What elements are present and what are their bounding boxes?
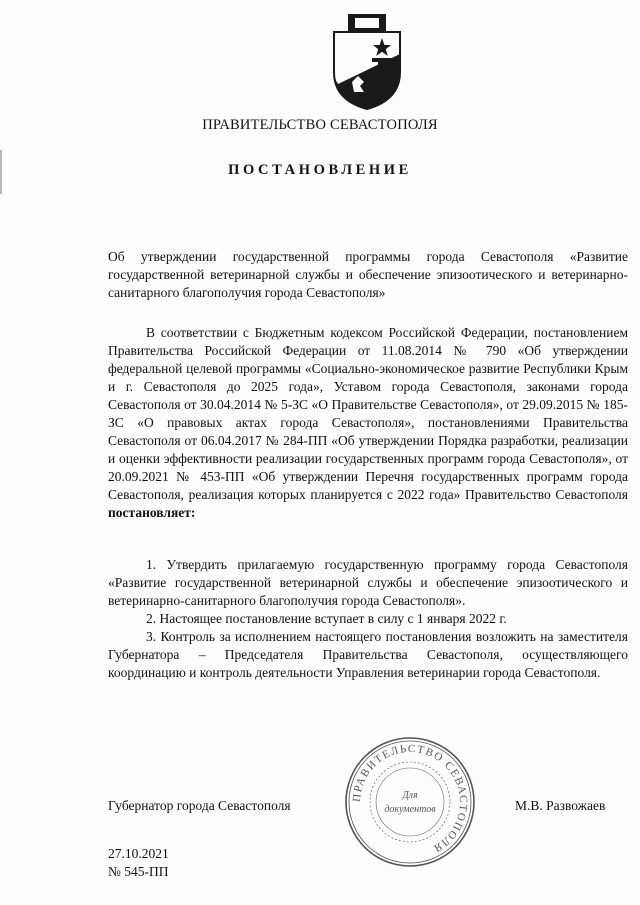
- decree-item-1: 1. Утвердить прилагаемую государственную программу города Севастополя «Развитие государственной ветеринарной службы и обеспечение эпизоотического и ветеринарно-санитарного благополучия города Севастополя».: [108, 557, 628, 608]
- seal-ring-text: ПРАВИТЕЛЬСТВО СЕВАСТОПОЛЯ: [350, 742, 470, 855]
- seal-center-line-2: документов: [384, 804, 436, 815]
- preamble: [108, 324, 628, 522]
- signatory-position: Губернатор города Севастополя: [108, 798, 291, 813]
- document-number: № 545-ПП: [108, 864, 169, 879]
- coat-of-arms-icon: [328, 14, 406, 110]
- decree-item-3: 3. Контроль за исполнением настоящего постановления возложить на заместителя Губернатора – Председателя Правительства Севастополя, осуществляющего координацию и контроль деятельности Управления ветеринарии города Севастополя.: [108, 629, 628, 680]
- document-type-title: ПОСТАНОВЛЕНИЕ: [228, 162, 412, 178]
- document-date: 27.10.2021: [108, 846, 169, 861]
- decree-topic: Об утверждении государственной программы города Севастополя «Развитие государственной ветеринарной службы и обеспечение эпизоотического и ветеринарно-санитарного благополучия города Севастополя»: [108, 249, 628, 300]
- seal-center-line-1: Для: [402, 790, 418, 801]
- decree-item-2: 2. Настоящее постановление вступает в силу с 1 января 2022 г.: [146, 611, 507, 626]
- government-name: ПРАВИТЕЛЬСТВО СЕВАСТОПОЛЯ: [202, 117, 438, 133]
- official-seal-stamp: [344, 736, 476, 868]
- decree-items: [108, 556, 628, 682]
- signatory-name: М.В. Развожаев: [515, 798, 606, 813]
- preamble-text: В соответствии с Бюджетным кодексом Российской Федерации, постановлением Правительства Российской Федерации от 11.08.2014 № 790 «Об утверждении федеральной целевой программы «Социально-экономическое развитие Республики Крым и г. Севастополя до 2025 года», Уставом города Севастополя, законами города Севастополя от 30.04.2014 № 5-ЗС «О Правительстве Севастополя», от 29.09.2015 № 185-ЗС «О правовых актах города Севастополя», постановлениями Правительства Севастополя от 06.04.2017 № 284-ПП «Об утверждении Порядка разработки, реализации и оценки эффективности реализации государственных программ города Севастополя», от 20.09.2021 № 453-ПП «Об утверждении Перечня государственных программ города Севастополя, реализация которых планируется с 2022 года» Правительство Севастополя: [108, 325, 628, 502]
- resolves-word: постановляет:: [108, 505, 196, 520]
